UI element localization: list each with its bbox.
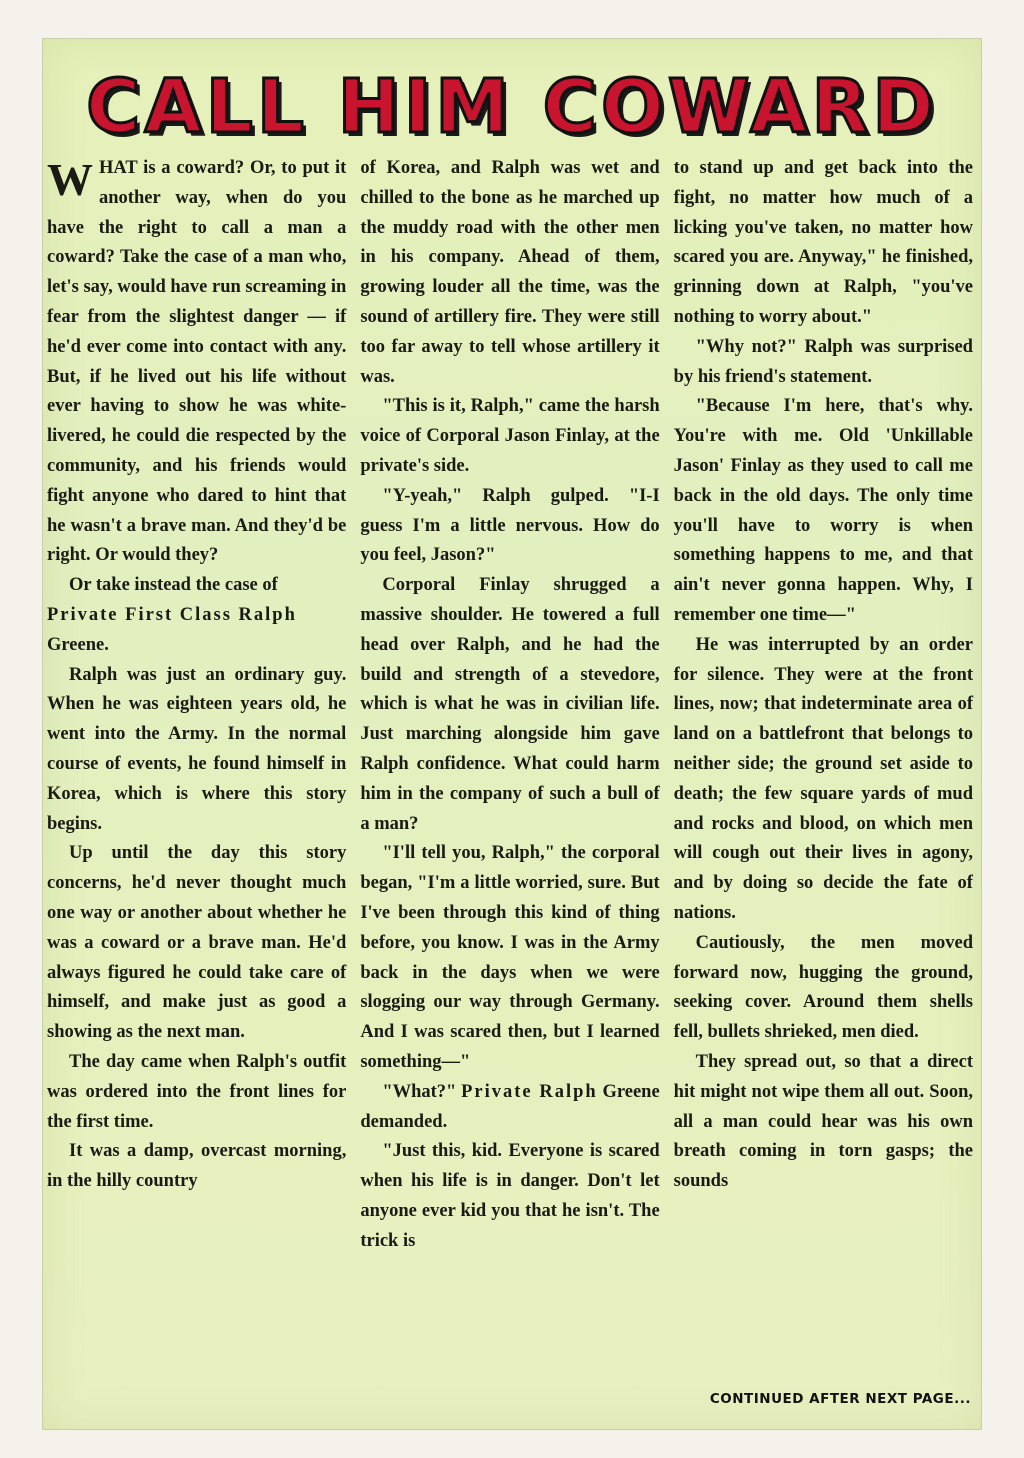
text-columns	[47, 154, 973, 1256]
paragraph: "This is it, Ralph," came the harsh voice of Corporal Jason Finlay, at the private's side.	[360, 396, 660, 476]
paragraph: Cautiously, the men moved forward now, hugging the ground, seeking cover. Around them shells fell, bullets shrieked, men died.	[673, 932, 973, 1043]
paragraph: He was interrupted by an order for silence. They were at the front lines, now; that indeterminate area of land on a battlefront that belongs to neither side; the ground set aside to death; the few square yards of mud and rocks and blood, on which men will cough out their lives in agony, and by doing so decide the fate of nations.	[673, 634, 973, 923]
paragraph: "Y-yeah," Ralph gulped. "I-I guess I'm a little nervous. How do you feel, Jason?"	[360, 485, 660, 566]
paragraph	[360, 1078, 659, 1138]
drop-cap: W	[47, 154, 93, 205]
paragraph: The day came when Ralph's outfit was ordered into the front lines for the first time.	[47, 1051, 347, 1132]
paragraph: They spread out, so that a direct hit might not wipe them all out. Soon, all a man could hear was his own breath coming in torn gasps; the sounds	[673, 1051, 973, 1192]
continued-notice: CONTINUED AFTER NEXT PAGE...	[709, 1391, 971, 1407]
character-name: Private First Class Ralph	[47, 604, 297, 625]
column-2	[360, 154, 659, 1256]
paragraph: Ralph was just an ordinary guy. When he was eighteen years old, he went into the Army. In the normal course of events, he found himself in Korea, which is where this story begins.	[47, 664, 347, 834]
paragraph	[47, 154, 346, 571]
paragraph: Corporal Finlay shrugged a massive shoulder. He towered a full head over Ralph, and he had the build and strength of a stevedore, which is what he was in civilian life. Just marching alongside him gave Ralph confidence. What could harm him in the company of such a bull of a man?	[360, 575, 660, 834]
paragraph-text: Greene.	[47, 634, 109, 655]
paragraph: to stand up and get back into the fight, no matter how much of a licking you've taken, no matter how scared you are. Anyway," he finished, grinning down at Ralph, "you've nothing to worry about."	[673, 158, 973, 327]
paragraph: "Just this, kid. Everyone is scared when his life is in danger. Don't let anyone ever kid you that he isn't. The trick is	[360, 1141, 660, 1251]
paragraph: It was a damp, overcast morning, in the hilly country	[47, 1141, 347, 1192]
paragraph-text: HAT is a coward? Or, to put it another way, when do you have the right to call a man a coward? Take the case of a man who, let's say, would have run screaming in fear from the slightest danger — if he'd ever come into contact with any. But, if he lived out his life without ever having to show he was white-livered, he could die respected by the community, and his friends would fight anyone who dared to hint that he wasn't a brave man. And they'd be right. Or would they?	[47, 158, 347, 566]
column-3	[674, 154, 973, 1256]
paragraph: Up until the day this story concerns, he'd never thought much one way or another about whether he was a coward or a brave man. He'd always figured he could take care of himself, and make just as good a showing as the next man.	[47, 843, 347, 1043]
title-banner	[43, 59, 981, 154]
character-name: Private Ralph	[461, 1081, 598, 1102]
paragraph: "Why not?" Ralph was surprised by his friend's statement.	[673, 336, 973, 387]
story-title: CALL HIM COWARD	[86, 63, 938, 150]
paragraph: "Because I'm here, that's why. You're with me. Old 'Unkillable Jason' Finlay as they used to call me back in the old days. The only time you'll have to worry is when something happens to me, and that ain't never gonna happen. Why, I remember one time—"	[673, 396, 973, 625]
paragraph-text: Or take instead the case of	[69, 575, 278, 596]
paragraph: of Korea, and Ralph was wet and chilled to the bone as he marched up the muddy road with the other men in his company. Ahead of them, growing louder all the time, was the sound of artillery fire. They were still too far away to tell whose artillery it was.	[360, 158, 660, 387]
paragraph-text: "What?"	[382, 1081, 457, 1102]
paragraph: "I'll tell you, Ralph," the corporal began, "I'm a little worried, sure. But I've been through this kind of thing before, you know. I was in the Army back in the days when we were slogging our way through Germany. And I was scared then, but I learned something—"	[360, 843, 660, 1072]
story-panel	[42, 38, 982, 1430]
paragraph	[47, 571, 346, 660]
column-1	[47, 154, 346, 1256]
paragraph-text: Greene demanded.	[360, 1081, 660, 1132]
